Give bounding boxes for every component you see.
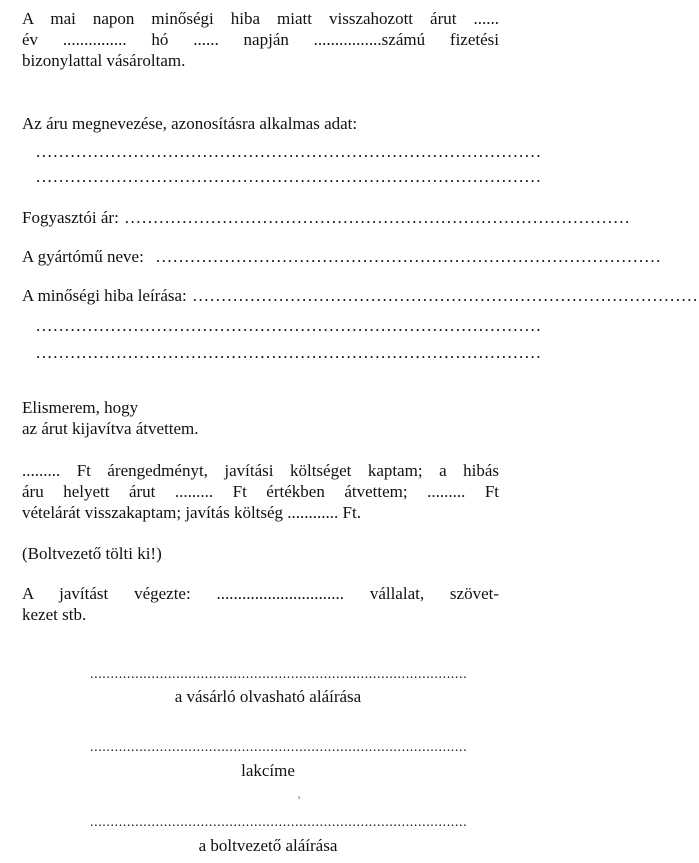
manufacturer-field bbox=[22, 246, 662, 267]
settlement-paragraph bbox=[22, 460, 499, 523]
manager-note-text: (Boltvezető tölti ki!) bbox=[22, 544, 162, 563]
address-dots[interactable]: ............................................................................................ bbox=[90, 740, 468, 755]
manager-signature-label: a boltvezető aláírása bbox=[198, 836, 338, 855]
repair-line-1: A javítást végezte: .............................. vállalat, szövet- bbox=[22, 584, 499, 603]
manufacturer-dots[interactable]: ........................................................................................ bbox=[155, 247, 662, 266]
manufacturer-label: A gyártómű neve: bbox=[22, 247, 144, 266]
price-field bbox=[22, 207, 631, 228]
product-section bbox=[22, 113, 542, 187]
intro-line-3: bizonylattal vásároltam. bbox=[22, 51, 186, 70]
defect-dots[interactable]: ........................................................................................ bbox=[192, 286, 699, 305]
product-label: Az áru megnevezése, azonosításra alkalmas adat: bbox=[22, 114, 358, 133]
manager-note bbox=[22, 543, 499, 564]
repair-line-2: kezet stb. bbox=[22, 605, 87, 624]
defect-dots-2[interactable]: ........................................................................................ bbox=[36, 316, 542, 335]
address-label: lakcíme bbox=[241, 761, 295, 780]
intro-paragraph bbox=[22, 8, 499, 71]
acknowledge-line-2: az árut kijavítva átvettem. bbox=[22, 419, 199, 438]
speck-mark: ' bbox=[298, 793, 301, 807]
product-dots-2[interactable]: ........................................................................................ bbox=[36, 167, 542, 186]
intro-line-1: A mai napon minőségi hiba miatt visszahozott árut ...... bbox=[22, 9, 499, 28]
acknowledge-line-1: Elismerem, hogy bbox=[22, 398, 139, 417]
price-dots[interactable]: ........................................................................................ bbox=[124, 208, 631, 227]
price-label: Fogyasztói ár: bbox=[22, 208, 119, 227]
intro-line-2: év ............... hó ...... napján ................számú fizetési bbox=[22, 30, 499, 49]
defect-label: A minőségi hiba leírása: bbox=[22, 286, 187, 305]
buyer-signature-dots[interactable]: ............................................................................................ bbox=[90, 667, 468, 682]
settlement-line-3: vételárát visszakaptam; javítás költség ............ Ft. bbox=[22, 503, 361, 522]
defect-dots-3[interactable]: ........................................................................................ bbox=[36, 343, 542, 362]
buyer-signature-label: a vásárló olvasható aláírása bbox=[174, 687, 362, 706]
acknowledge-paragraph bbox=[22, 397, 499, 439]
repair-paragraph bbox=[22, 583, 499, 625]
settlement-line-1: ......... Ft árengedményt, javítási költséget kaptam; a hibás bbox=[22, 461, 499, 480]
product-dots-1[interactable]: ........................................................................................ bbox=[36, 142, 542, 161]
settlement-line-2: áru helyett árut ......... Ft értékben átvettem; ......... Ft bbox=[22, 482, 499, 501]
manager-signature-dots[interactable]: ............................................................................................ bbox=[90, 815, 468, 830]
defect-field bbox=[22, 285, 699, 363]
